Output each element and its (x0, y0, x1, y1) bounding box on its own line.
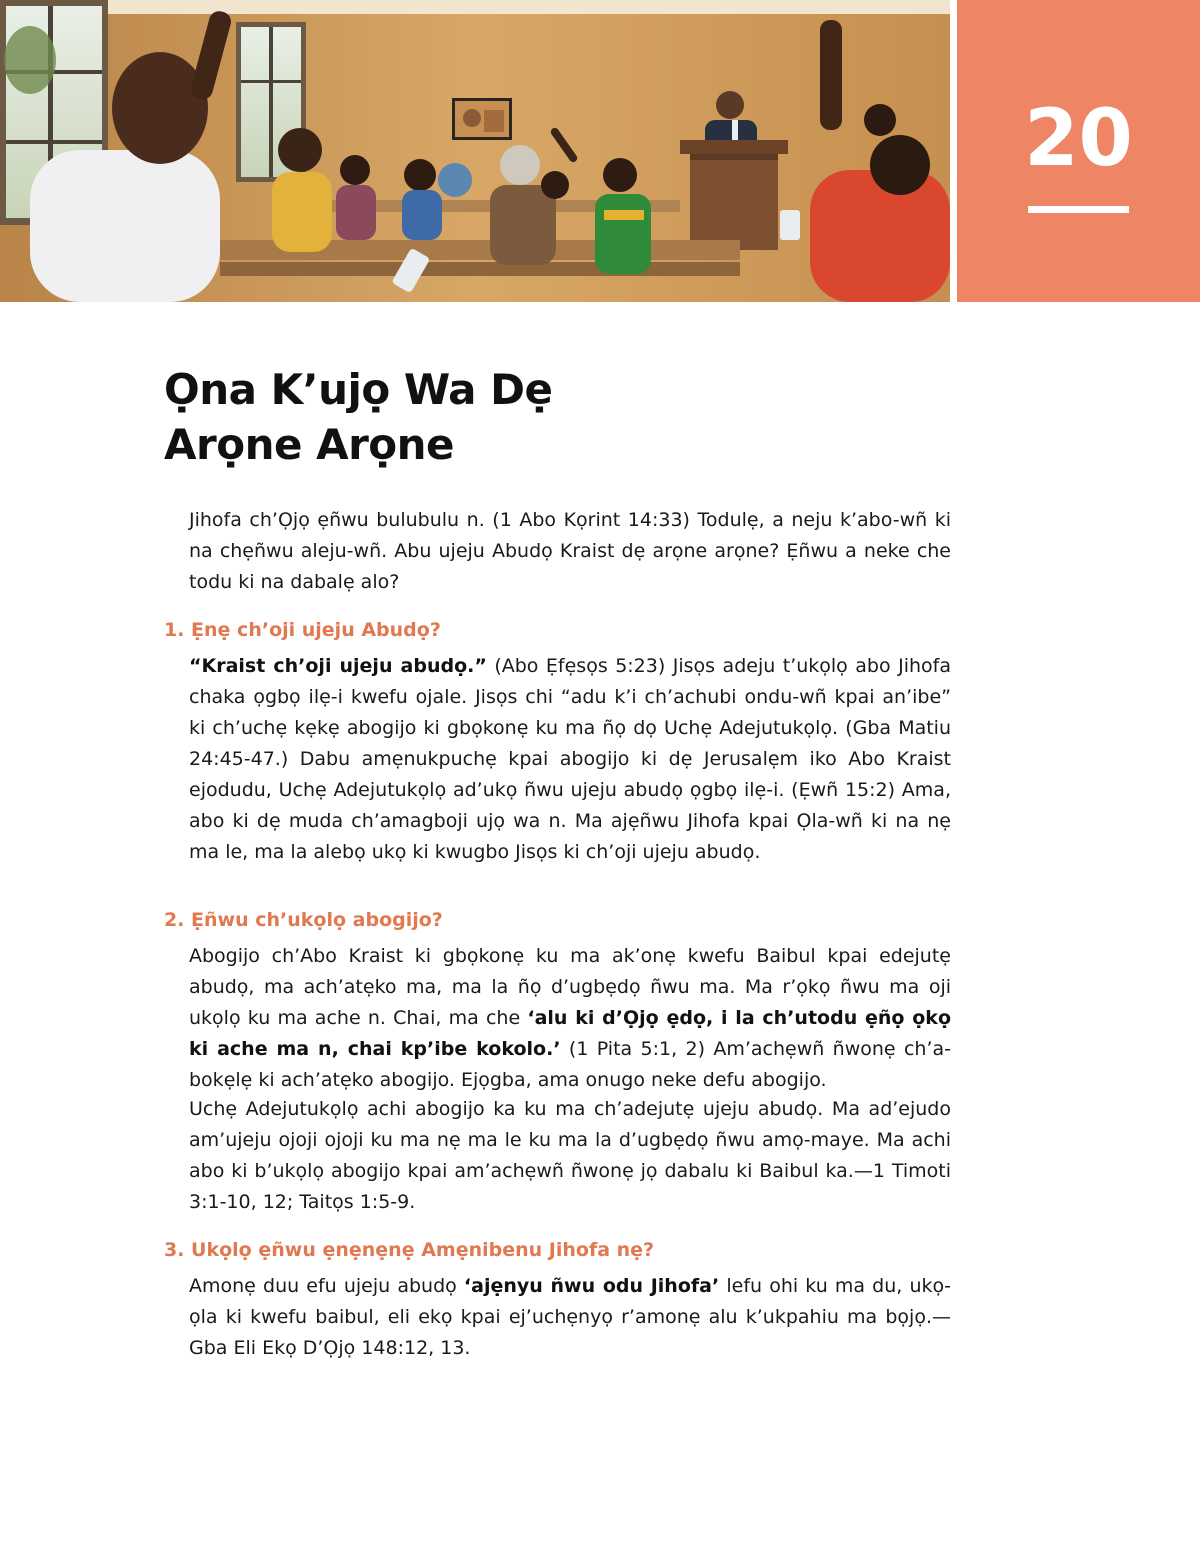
title-line: Ọna K’ujọ Wa Dẹ (164, 365, 553, 414)
tv-screen (452, 98, 512, 140)
section-paragraph: Uchẹ Adejutukọlọ achi abogijo ka ku ma ch’adejutẹ ujeju abudọ. Ma ad’ejudo am’ujeju ojoji ojoji ku ma nẹ ma le ku ma la d’ugbẹdọ ñwu amọ-maye. Ma achi abo ki b’ukọlọ abogijo kpai am’achẹwñ ñwonẹ jọ dabalu ki Baibul ka.—1 Timoti 3:1-10, 12; Taitọs 1:5-9. (189, 1098, 951, 1213)
lesson-number-box (957, 0, 1200, 302)
section-paragraph (189, 1271, 951, 1364)
section-heading: 1. Ẹnẹ ch’oji ujeju Abudọ? (164, 619, 441, 641)
hero-photo (0, 0, 950, 302)
paragraph-text: (Abo Ẹfẹsọs 5:23) Jisọs adeju t’ukọlọ abo Jihofa chaka ọgbọ ilẹ-i kwefu ojale. Jisọs chi “adu k’i ch’achubi ondu-wñ kpai an’ibe” ki ch’uchẹ kẹkẹ abogijo ki gbọkonẹ ku ma ñọ dọ Uchẹ Adejutukọlọ. (Gba Matiu 24:45-47.) Dabu amẹnukpuchẹ kpai abogijo ki dẹ Jerusalẹm iko Abo Kraist ejodudu, Uchẹ Adejutukọlọ ad’ukọ ñwu ujeju abudọ ọgbọ ilẹ-i. (Ẹwñ 15:2) Ama, abo ki dẹ muda ch’amagboji ujọ wa n. Ma ajẹñwu Jihofa kpai Ọla-wñ ki na nẹ ma le, ma la alebọ ukọ ki kwugbo Jisọs ki ch’oji ujeju abudọ. (189, 655, 951, 863)
paragraph-text: (1 Pita 5:1, 2) Am’achẹwñ ñwonẹ ch’a-bokẹlẹ ki ach’atẹko abogijo. Ejọgba, ama onugo neke defu abogijo. (189, 1038, 951, 1091)
bold-quote: “Kraist ch’oji ujeju abudọ.” (189, 655, 487, 677)
section-paragraph (189, 941, 951, 1096)
paragraph-text: lefu ohi ku ma du, ukọ-ọla ki kwefu baibul, eli ekọ kpai ej’uchẹnyọ r’amonẹ alu k’ukpahiu ma bọjọ.—Gba Eli Ekọ D’Ọjọ 148:12, 13. (189, 1275, 951, 1359)
podium (680, 140, 788, 250)
intro-paragraph: Jihofa ch’Ọjọ ẹñwu bulubulu n. (1 Abo Kọrint 14:33) Todulẹ, a neju k’abo-wñ ki na chẹñwu aleju-wñ. Abu ujeju Abudọ Kraist dẹ arọne arọne? Ẹñwu a neke che todu ki na dabalẹ alo? (189, 509, 951, 593)
bold-quote: ‘ajẹnyu ñwu odu Jihofa’ (463, 1275, 720, 1297)
divider (1028, 206, 1129, 213)
section-heading: 3. Ukọlọ ẹñwu ẹnẹnẹnẹ Amẹnibenu Jihofa nẹ? (164, 1239, 655, 1261)
page-title (164, 362, 924, 472)
paragraph-text: Amonẹ duu efu ujeju abudọ (189, 1275, 464, 1297)
section-paragraph (189, 651, 951, 868)
section-heading: 2. Ẹñwu ch’ukọlọ abogijo? (164, 909, 443, 931)
title-line: Arọne Arọne (164, 420, 455, 469)
paragraph-text: Abogijo ch’Abo Kraist ki gbọkonẹ ku ma ak’onẹ kwefu Baibul kpai edejutẹ abudọ, ma ach’atẹko ma, ma la ñọ d’ugbẹdọ ñwu ma. Ma r’ọkọ ñwu ma oji ukọlọ ku ma ache n. Chai, ma che (189, 945, 951, 1029)
bold-quote: ‘alu ki d’Ọjọ ẹdọ, i la ch’utodu ẹñọ ọkọ ki ache ma n, chai kp’ibe kokolo.’ (189, 1007, 951, 1060)
lesson-number: 20 (1024, 94, 1133, 184)
